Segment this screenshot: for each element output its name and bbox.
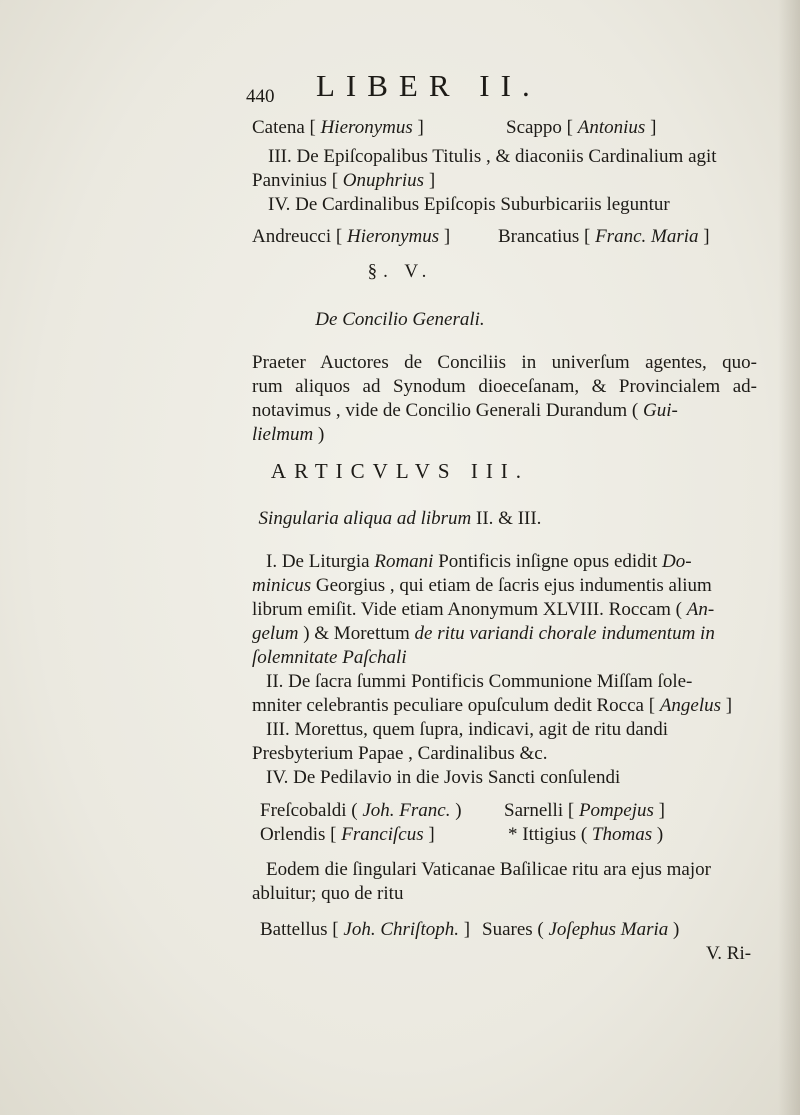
paragraph-line: notavimus , vide de Concilio Generali Durandum ( Gui- [252, 400, 678, 421]
entry-battellus: Battellus [ Joh. Chriſtoph. ] [260, 919, 471, 940]
entry-orlendis: Orlendis [ Franciſcus ] [260, 824, 435, 845]
page-number: 440 [246, 86, 275, 107]
entry-brancatius: Brancatius [ Franc. Maria ] [498, 226, 710, 247]
paragraph-line: III. Morettus, quem ſupra, indicavi, agit de ritu dandi [266, 719, 669, 740]
paragraph-line: II. De ſacra ſummi Pontificis Communione Miſſam ſole- [266, 671, 693, 692]
entry-ittigius: * Ittigius ( Thomas ) [508, 824, 664, 845]
paragraph-line: ſolemnitate Paſchali [252, 647, 407, 668]
paragraph-line: minicus Georgius , qui etiam de ſacris ejus indumentis alium [252, 575, 712, 596]
running-title: LIBER II. [316, 68, 541, 103]
article-subtitle: Singularia aliqua ad librum II. & III. [258, 508, 542, 529]
paragraph-line: IV. De Pedilavio in die Jovis Sancti conſulendi [266, 767, 621, 788]
page-edge-shadow [778, 0, 800, 1115]
entry-frescobaldi: Freſcobaldi ( Joh. Franc. ) [260, 800, 462, 821]
paragraph-line: mniter celebrantis peculiare opuſculum dedit Rocca [ Angelus ] [252, 695, 733, 716]
entry-scappo: Scappo [ Antonius ] [506, 117, 657, 138]
paragraph-line: librum emiſit. Vide etiam Anonymum XLVIII. Roccam ( An- [252, 599, 715, 620]
entry-catena: Catena [ Hieronymus ] [252, 117, 424, 138]
text-line: III. De Epiſcopalibus Titulis , & diaconiis Cardinalium agit [268, 146, 717, 167]
article-heading: ARTICVLVS III. [270, 459, 530, 483]
section-number: §. V. [367, 261, 433, 282]
paragraph-line: Presbyterium Papae , Cardinalibus &c. [252, 743, 548, 764]
section-title: De Concilio Generali. [315, 309, 485, 330]
paragraph-line: Praeter Auctores de Conciliis in univerſum agentes, quo- [252, 352, 757, 373]
catchword: V. Ri- [706, 943, 752, 964]
paragraph-line: I. De Liturgia Romani Pontificis inſigne opus edidit Do- [266, 551, 692, 572]
paragraph-line: Eodem die ſingulari Vaticanae Baſilicae ritu ara ejus major [266, 859, 711, 880]
paragraph-line: lielmum ) [252, 424, 325, 445]
entry-andreucci: Andreucci [ Hieronymus ] [252, 226, 451, 247]
text-line: IV. De Cardinalibus Epiſcopis Suburbicariis leguntur [268, 194, 670, 215]
paragraph-line: rum aliquos ad Synodum dioeceſanam, & Provincialem ad- [252, 376, 757, 397]
paragraph-line: abluitur; quo de ritu [252, 883, 404, 904]
entry-suares: Suares ( Joſephus Maria ) [482, 919, 680, 940]
entry-panvinius: Panvinius [ Onuphrius ] [252, 170, 436, 191]
paragraph-line: gelum ) & Morettum de ritu variandi chorale indumentum in [252, 623, 715, 644]
entry-sarnelli: Sarnelli [ Pompejus ] [504, 800, 665, 821]
